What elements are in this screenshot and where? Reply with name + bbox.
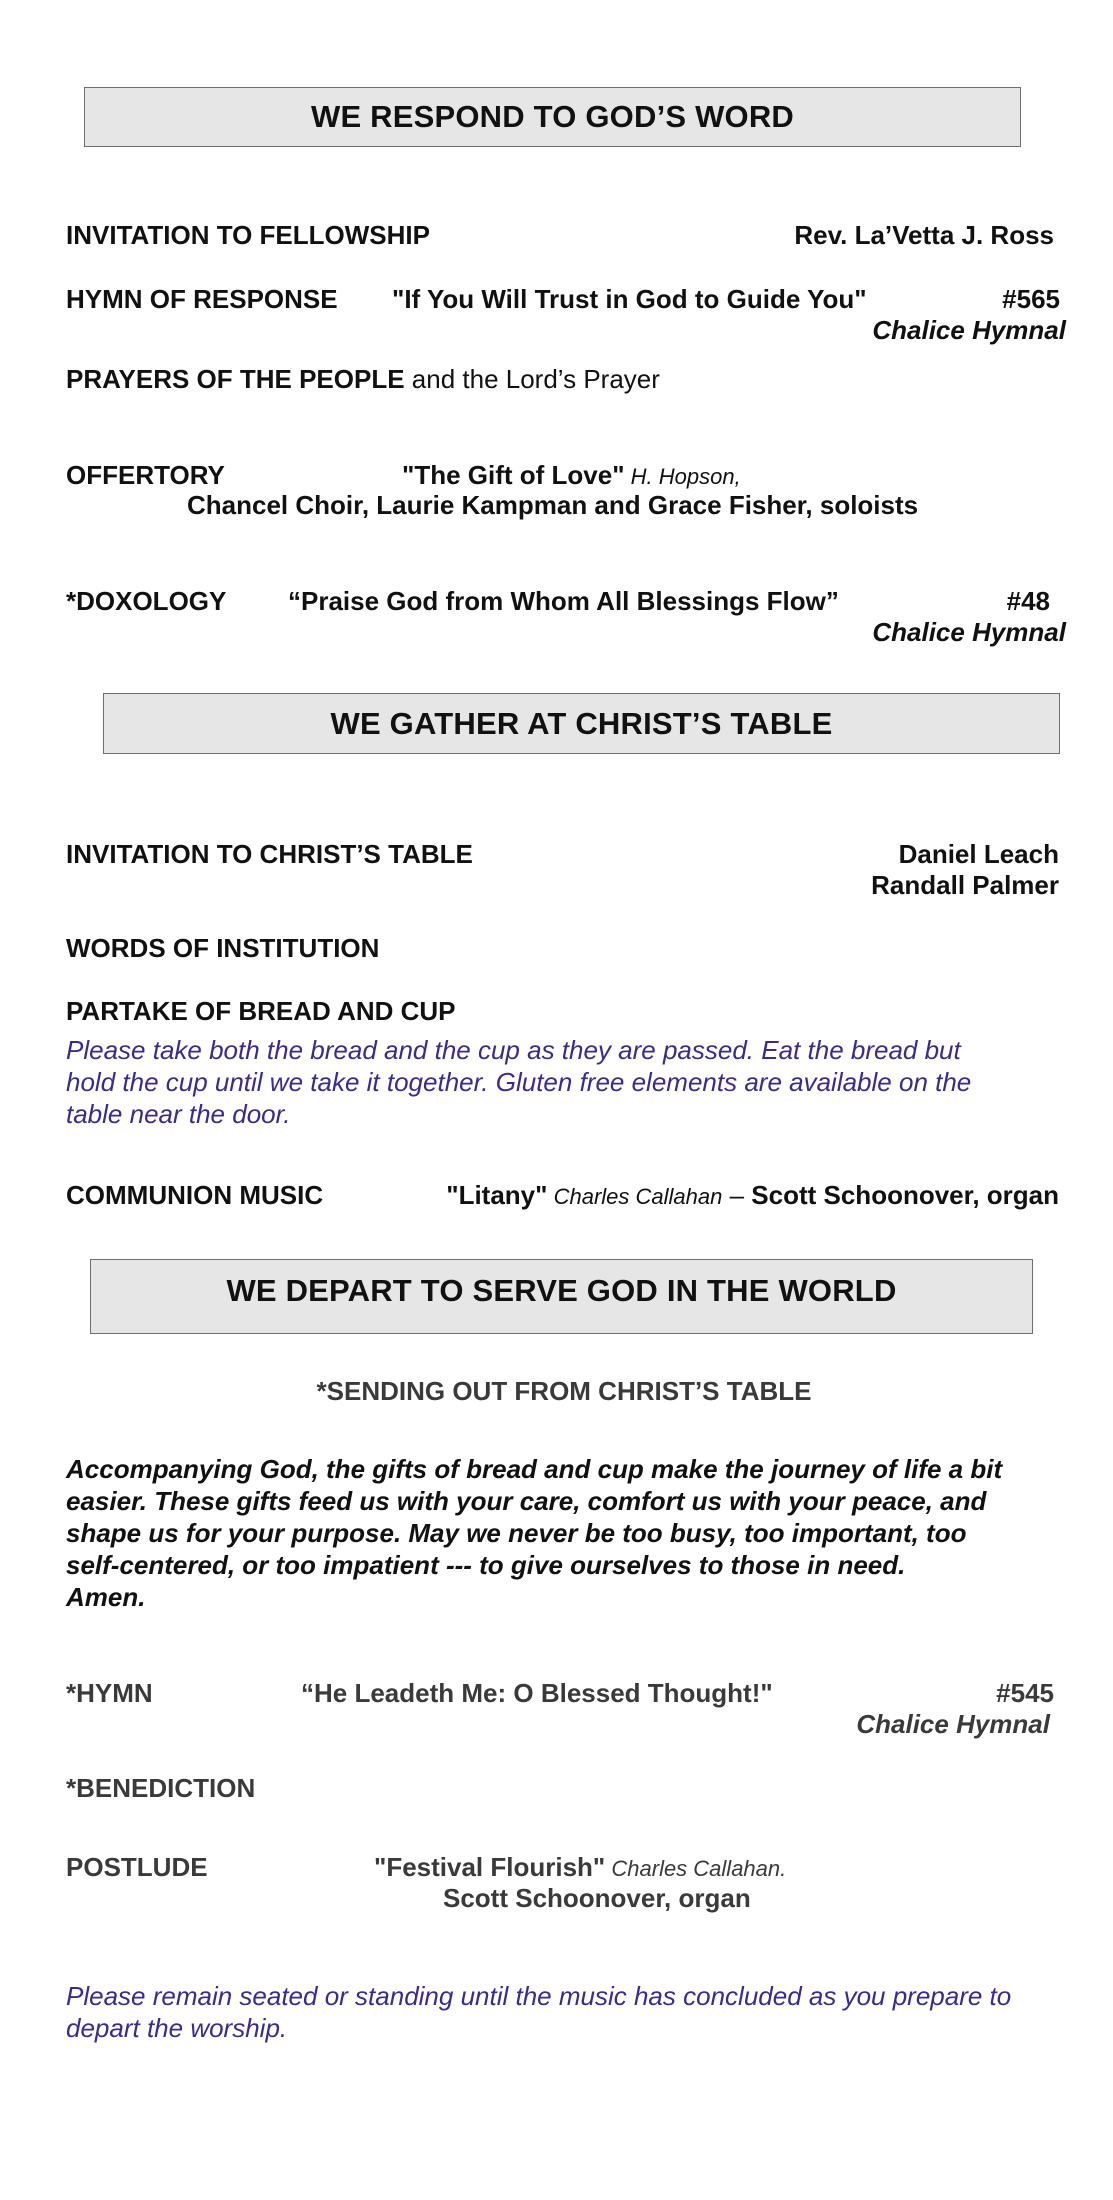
prayer-line2: easier. These gifts feed us with your care, comfort us with your peace, and xyxy=(66,1486,987,1516)
closing-note-line1: Please remain seated or standing until the music has concluded as you prepare to xyxy=(66,1981,1012,2011)
postlude-title: "Festival Flourish" xyxy=(374,1852,606,1882)
offertory-performers: Chancel Choir, Laurie Kampman and Grace Fisher, soloists xyxy=(187,490,919,520)
partake-note-line3: table near the door. xyxy=(66,1099,291,1129)
sending-out-heading: *SENDING OUT FROM CHRIST’S TABLE xyxy=(316,1376,812,1406)
offertory-piece xyxy=(402,460,741,491)
hymn-response-number: #565 xyxy=(1002,284,1060,314)
communion-music-piece xyxy=(446,1180,1059,1211)
sending-prayer xyxy=(66,1453,1076,1613)
invitation-table-leader2: Randall Palmer xyxy=(871,870,1059,900)
invitation-fellowship-leader: Rev. La’Vetta J. Ross xyxy=(794,220,1054,250)
postlude-label: POSTLUDE xyxy=(66,1852,208,1882)
offertory-title: "The Gift of Love" xyxy=(402,460,625,490)
hymn-title: “He Leadeth Me: O Blessed Thought!" xyxy=(301,1678,773,1708)
doxology-number: #48 xyxy=(1006,586,1050,616)
partake-note-line1: Please take both the bread and the cup as they are passed. Eat the bread but xyxy=(66,1035,961,1065)
partake-note xyxy=(66,1034,1066,1130)
postlude-composer: Charles Callahan. xyxy=(605,1856,787,1881)
prayer-line3: shape us for your purpose. May we never be too busy, too important, too xyxy=(66,1518,967,1548)
prayer-line1: Accompanying God, the gifts of bread and cup make the journey of life a bit xyxy=(66,1454,1003,1484)
section-heading-gather xyxy=(103,693,1060,754)
hymn-response-label: HYMN OF RESPONSE xyxy=(66,284,338,314)
hymn-number: #545 xyxy=(996,1678,1054,1708)
offertory-composer: H. Hopson, xyxy=(624,464,741,489)
partake-note-line2: hold the cup until we take it together. Gluten free elements are available on the xyxy=(66,1067,972,1097)
postlude-performer: Scott Schoonover, organ xyxy=(443,1883,751,1913)
closing-note xyxy=(66,1980,1086,2044)
invitation-fellowship-label: INVITATION TO FELLOWSHIP xyxy=(66,220,430,250)
hymn-book: Chalice Hymnal xyxy=(856,1709,1050,1739)
offertory-label: OFFERTORY xyxy=(66,460,225,490)
section-heading-respond-text: WE RESPOND TO GOD’S WORD xyxy=(310,99,795,134)
hymn-response-title: "If You Will Trust in God to Guide You" xyxy=(392,284,867,314)
partake-label: PARTAKE OF BREAD AND CUP xyxy=(66,996,456,1026)
communion-music-label: COMMUNION MUSIC xyxy=(66,1180,324,1210)
doxology-label: *DOXOLOGY xyxy=(66,586,227,616)
invitation-table-label: INVITATION TO CHRIST’S TABLE xyxy=(66,839,473,869)
section-heading-respond xyxy=(84,87,1021,147)
invitation-table-leader1: Daniel Leach xyxy=(898,839,1059,869)
communion-dash: – xyxy=(722,1180,752,1210)
prayers-suffix: and the Lord’s Prayer xyxy=(404,364,660,394)
closing-note-line2: depart the worship. xyxy=(66,2013,288,2043)
prayer-line5: Amen. xyxy=(66,1582,146,1612)
communion-title: "Litany" xyxy=(446,1180,548,1210)
section-heading-gather-text: WE GATHER AT CHRIST’S TABLE xyxy=(330,705,833,741)
communion-performer: Scott Schoonover, organ xyxy=(751,1180,1059,1210)
doxology-title: “Praise God from Whom All Blessings Flow” xyxy=(288,586,839,616)
hymn-response-book: Chalice Hymnal xyxy=(872,315,1066,345)
hymn-label: *HYMN xyxy=(66,1678,153,1708)
prayers-label: PRAYERS OF THE PEOPLE xyxy=(66,364,405,394)
words-of-institution-label: WORDS OF INSTITUTION xyxy=(66,933,380,963)
prayer-line4: self-centered, or too impatient --- to give ourselves to those in need. xyxy=(66,1550,906,1580)
postlude-piece xyxy=(374,1852,786,1883)
prayers-of-the-people xyxy=(66,364,660,395)
section-heading-depart-text: WE DEPART TO SERVE GOD IN THE WORLD xyxy=(226,1273,897,1308)
section-heading-depart xyxy=(90,1259,1033,1334)
communion-composer: Charles Callahan xyxy=(547,1184,723,1209)
benediction-label: *BENEDICTION xyxy=(66,1773,256,1803)
doxology-book: Chalice Hymnal xyxy=(872,617,1066,647)
